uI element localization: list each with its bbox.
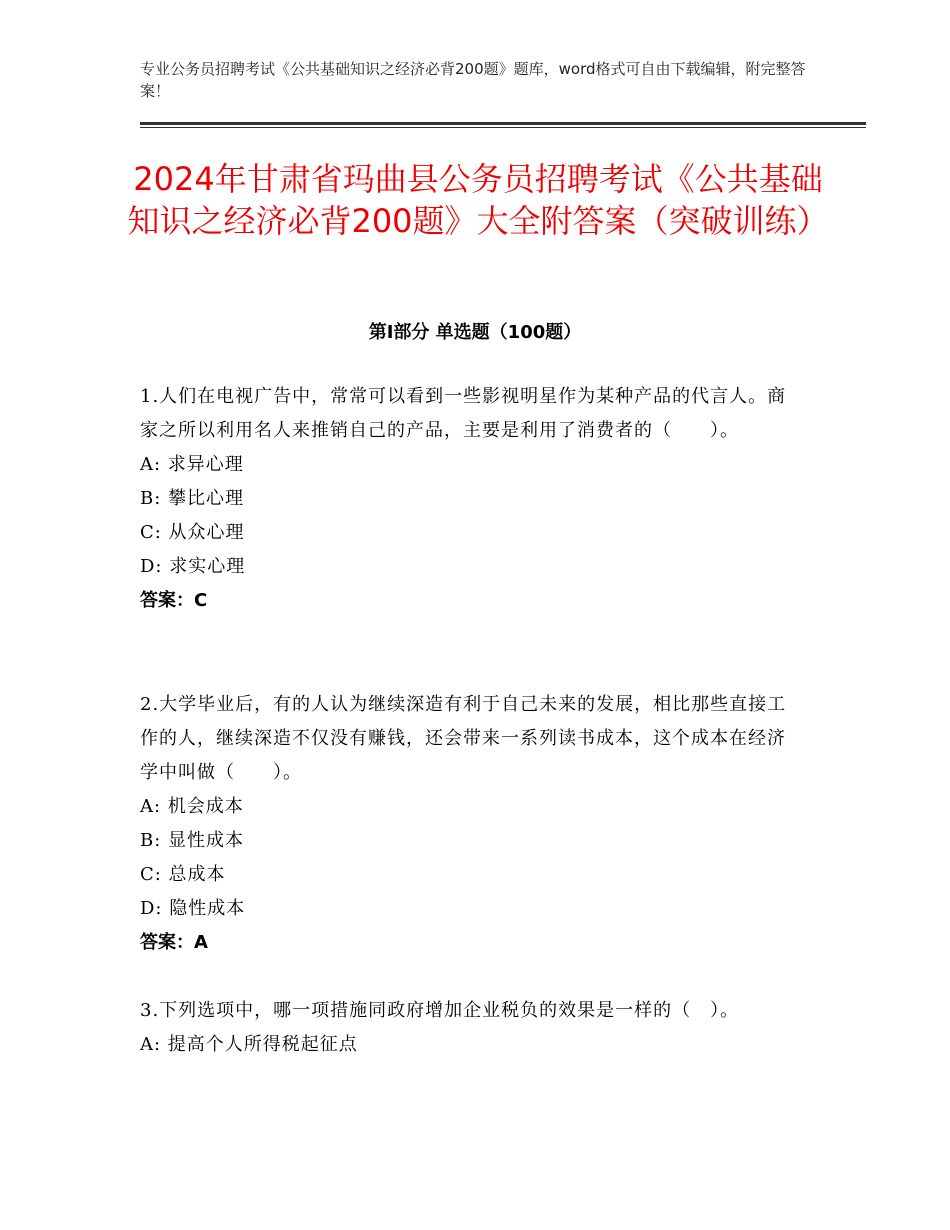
- option-a: A: 机会成本: [140, 796, 244, 817]
- document-title: 2024年甘肃省玛曲县公务员招聘考试《公共基础知识之经济必背200题》大全附答案（突破训练）: [127, 160, 829, 240]
- header-divider-thick: [140, 122, 866, 125]
- header-note: 专业公务员招聘考试《公共基础知识之经济必背200题》题库，word格式可自由下载编辑，附完整答案！: [140, 60, 806, 100]
- question-stem: 2.大学毕业后，有的人认为继续深造有利于自己未来的发展，相比那些直接工作的人，继续深造不仅没有赚钱，还会带来一系列读书成本，这个成本在经济学中叫做（ ）。: [140, 694, 787, 783]
- option-b: B: 攀比心理: [140, 488, 245, 509]
- section-heading: 第Ⅰ部分 单选题（100题）: [368, 322, 582, 343]
- option-a: A: 求异心理: [140, 454, 244, 475]
- option-b: B: 显性成本: [140, 830, 245, 851]
- option-a: A: 提高个人所得税起征点: [140, 1034, 358, 1055]
- question-stem: 1.人们在电视广告中，常常可以看到一些影视明星作为某种产品的代言人。商家之所以利用名人来推销自己的产品，主要是利用了消费者的（ ）。: [140, 386, 787, 441]
- question-1: [140, 380, 800, 618]
- option-d: D: 隐性成本: [140, 898, 246, 919]
- option-c: C: 从众心理: [140, 522, 245, 543]
- answer-line: 答案：A: [140, 932, 208, 953]
- answer-line: 答案：C: [140, 590, 208, 611]
- option-d: D: 求实心理: [140, 556, 246, 577]
- header-divider-thin: [140, 127, 866, 128]
- question-3: [140, 994, 800, 1062]
- question-2: [140, 688, 800, 960]
- option-c: C: 总成本: [140, 864, 226, 885]
- question-stem: 3.下列选项中，哪一项措施同政府增加企业税负的效果是一样的（ ）。: [140, 1000, 740, 1021]
